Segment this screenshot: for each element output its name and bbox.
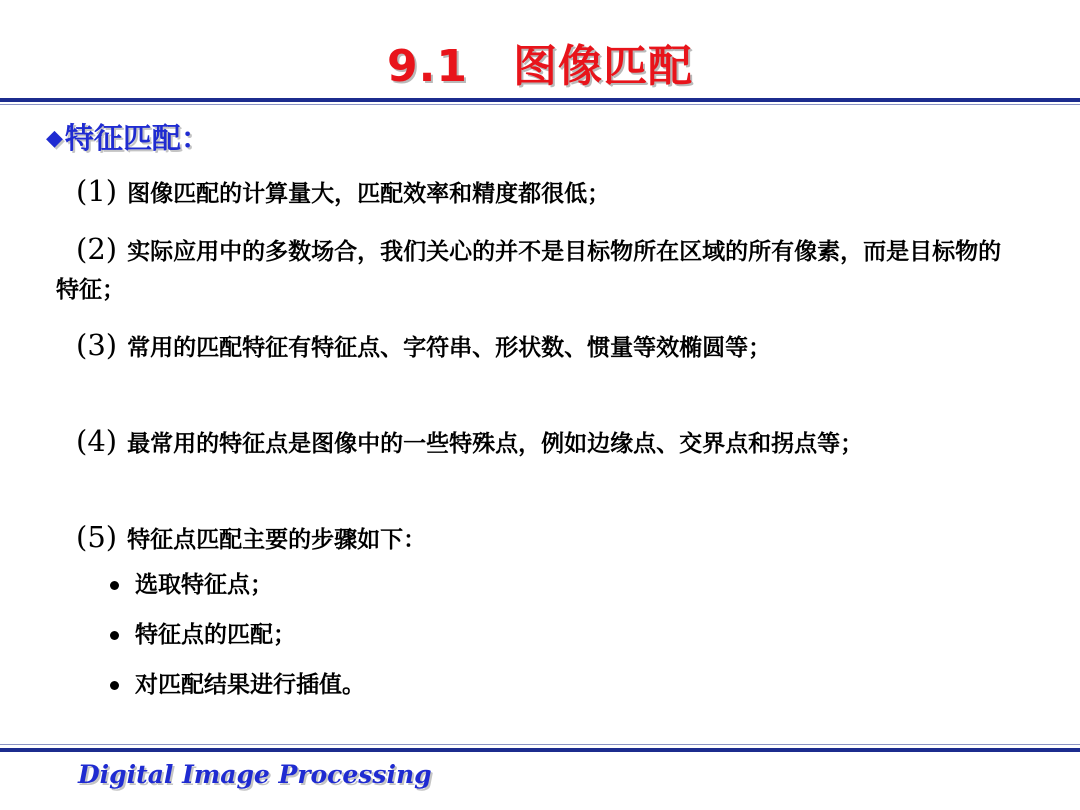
bullet-dot-icon: [110, 581, 119, 590]
list-item: [56, 422, 1016, 463]
bullet-dot-icon: [110, 631, 119, 640]
top-divider-thin: [0, 104, 1080, 105]
bottom-divider-thick: [0, 748, 1080, 752]
sub-list-item: [110, 566, 273, 604]
bullet-dot-icon: [110, 681, 119, 690]
sub-list-item: [110, 616, 296, 654]
item-number: (5): [76, 520, 118, 554]
footer-text: Digital Image Processing: [78, 760, 432, 789]
sub-item-text: 特征点的匹配；: [135, 622, 296, 648]
item-text: 图像匹配的计算量大，匹配效率和精度都很低；: [127, 181, 611, 207]
list-item: [56, 326, 1016, 367]
sub-item-text: 对匹配结果进行插值。: [135, 672, 365, 698]
slide-title: 9.1 图像匹配: [387, 41, 693, 92]
item-text: 特征点匹配主要的步骤如下：: [127, 527, 427, 553]
item-text: 实际应用中的多数场合，我们关心的并不是目标物所在区域的所有像素，而是目标物的特征；: [56, 239, 1002, 303]
item-text: 最常用的特征点是图像中的一些特殊点，例如边缘点、交界点和拐点等；: [127, 431, 864, 457]
diamond-icon: ◆: [46, 126, 63, 151]
item-number: (1): [76, 174, 118, 208]
bottom-divider-thin: [0, 744, 1080, 745]
list-item: [56, 172, 1016, 213]
list-item: [56, 230, 1016, 309]
item-number: (2): [76, 232, 118, 266]
list-item: [56, 518, 1016, 559]
section-heading-text: 特征匹配：: [64, 121, 210, 155]
sub-item-text: 选取特征点；: [135, 572, 273, 598]
item-number: (4): [76, 424, 118, 458]
top-divider-thick: [0, 98, 1080, 102]
item-text: 常用的匹配特征有特征点、字符串、形状数、惯量等效椭圆等；: [127, 335, 772, 361]
sub-list-item: [110, 666, 365, 704]
section-heading: [46, 116, 210, 157]
item-number: (3): [76, 328, 118, 362]
